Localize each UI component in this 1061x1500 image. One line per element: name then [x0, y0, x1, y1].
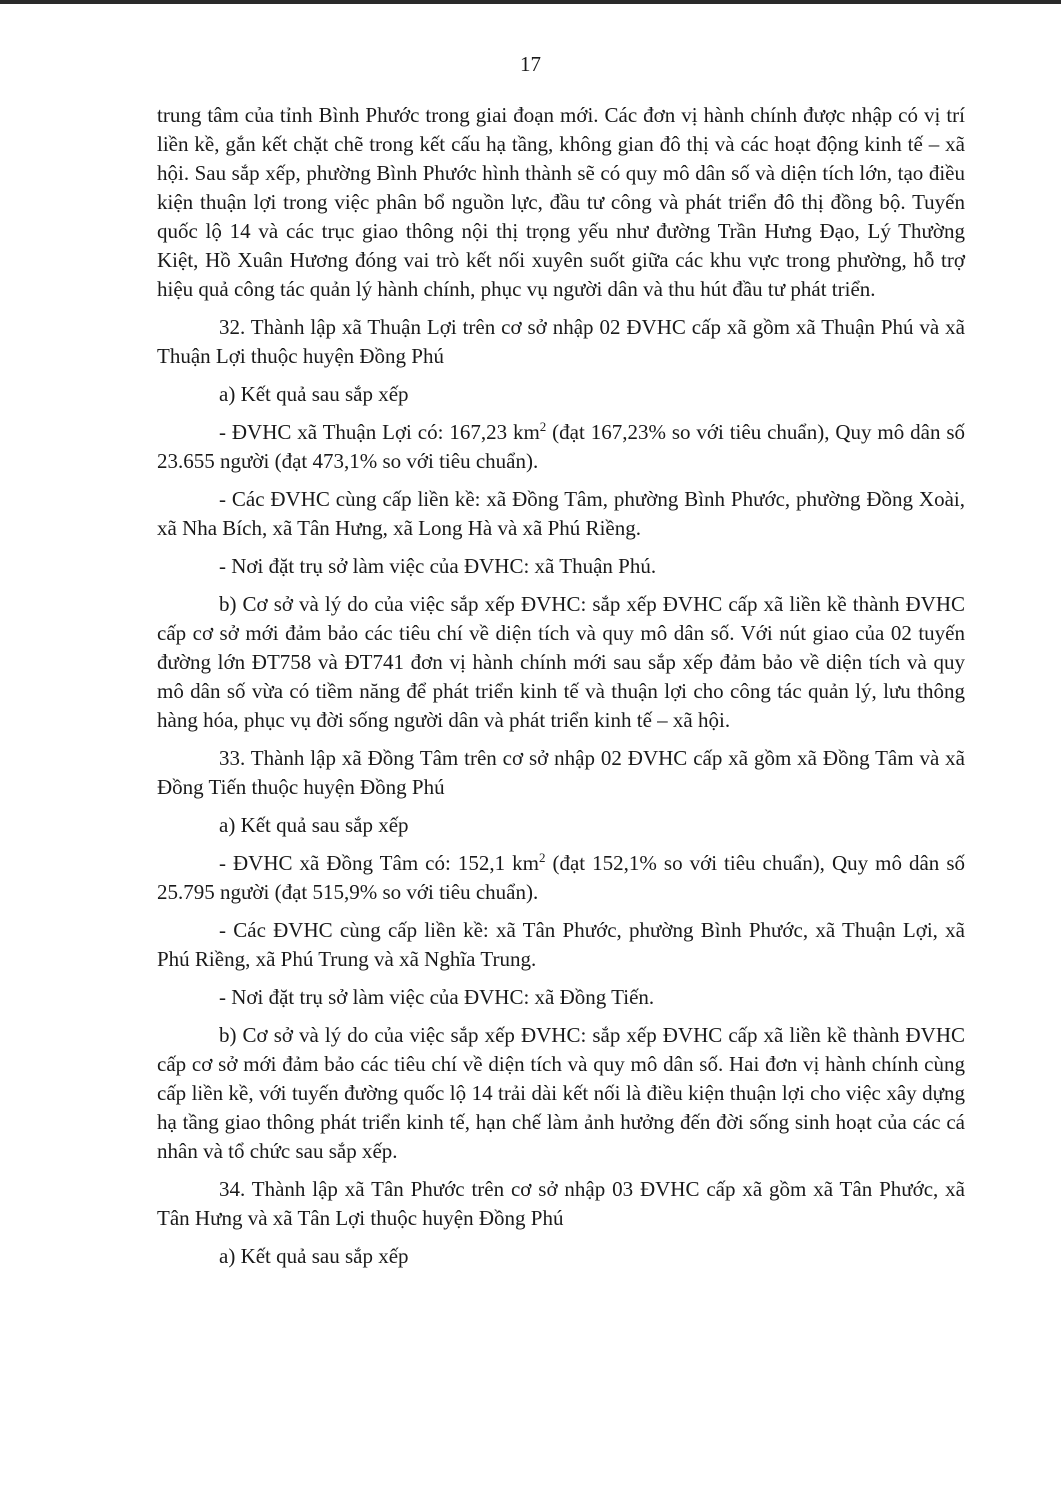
section-34-subheading-a: a) Kết quả sau sắp xếp — [219, 1244, 409, 1268]
section-34-heading: 34. Thành lập xã Tân Phước trên cơ sở nhập 03 ĐVHC cấp xã gồm xã Tân Phước, xã Tân Hưng và xã Tân Lợi thuộc huyện Đồng Phú — [157, 1177, 965, 1230]
section-33-rationale: b) Cơ sở và lý do của việc sắp xếp ĐVHC: sắp xếp ĐVHC cấp xã liền kề thành ĐVHC cấp cơ sở mới đảm bảo các tiêu chí về diện tích và quy mô dân số. Hai đơn vị hành chính cùng cấp liền kề, với tuyến đường quốc lộ 14 trải dài kết nối là điều kiện thuận lợi cho việc xây dựng hạ tầng giao thông phát triển kinh tế, hạn chế làm ảnh hưởng đến đời sống sinh hoạt của các cá nhân và tổ chức sau sắp xếp. — [157, 1023, 965, 1163]
superscript: 2 — [539, 419, 547, 434]
section-33-subheading-a: a) Kết quả sau sắp xếp — [219, 813, 409, 837]
population-text: (đạt 152,1% so với tiêu chuẩn), Quy mô dân số 25.795 người (đạt 515,9% so với tiêu chuẩn). — [157, 851, 965, 904]
body-text — [157, 101, 965, 1280]
area-text: - ĐVHC xã Thuận Lợi có: 167,23 km — [219, 420, 540, 444]
area-text: - ĐVHC xã Đồng Tâm có: 152,1 km — [219, 851, 539, 875]
superscript: 2 — [538, 850, 546, 865]
population-text: (đạt 167,23% so với tiêu chuẩn), Quy mô dân số 23.655 người (đạt 473,1% so với tiêu chuẩn). — [157, 420, 966, 473]
section-33-headquarters: - Nơi đặt trụ sở làm việc của ĐVHC: xã Đồng Tiến. — [219, 985, 655, 1009]
section-32-adjacent-units: - Các ĐVHC cùng cấp liền kề: xã Đồng Tâm, phường Bình Phước, phường Đồng Xoài, xã Nha Bích, xã Tân Hưng, xã Long Hà và xã Phú Riềng. — [157, 487, 965, 540]
scan-top-edge — [0, 0, 1061, 4]
section-32-headquarters: - Nơi đặt trụ sở làm việc của ĐVHC: xã Thuận Phú. — [219, 554, 657, 578]
section-33-area-population — [157, 849, 965, 907]
section-32-area-population — [157, 418, 965, 476]
section-32-rationale: b) Cơ sở và lý do của việc sắp xếp ĐVHC: sắp xếp ĐVHC cấp xã liền kề thành ĐVHC cấp cơ sở mới đảm bảo các tiêu chí về diện tích và quy mô dân số. Với nút giao của 02 tuyến đường lớn ĐT758 và ĐT741 đơn vị hành chính mới sau sắp xếp đảm bảo về diện tích và quy mô dân số vừa có tiềm năng để phát triển kinh tế và thuận lợi cho công tác quản lý, lưu thông hàng hóa, phục vụ đời sống người dân và phát triển kinh tế – xã hội. — [157, 592, 965, 732]
page-number: 17 — [520, 52, 541, 76]
section-32-heading: 32. Thành lập xã Thuận Lợi trên cơ sở nhập 02 ĐVHC cấp xã gồm xã Thuận Phú và xã Thuận Lợi thuộc huyện Đồng Phú — [157, 315, 965, 368]
section-33-heading: 33. Thành lập xã Đồng Tâm trên cơ sở nhập 02 ĐVHC cấp xã gồm xã Đồng Tâm và xã Đồng Tiến thuộc huyện Đồng Phú — [157, 746, 965, 799]
paragraph-continuation: trung tâm của tỉnh Bình Phước trong giai đoạn mới. Các đơn vị hành chính được nhập có vị trí liền kề, gắn kết chặt chẽ trong kết cấu hạ tầng, không gian đô thị và các hoạt động kinh tế – xã hội. Sau sắp xếp, phường Bình Phước hình thành sẽ có quy mô dân số và diện tích lớn, tạo điều kiện thuận lợi trong việc phân bổ nguồn lực, đầu tư công và phát triển đô thị đồng bộ. Tuyến quốc lộ 14 và các trục giao thông nội thị trọng yếu như đường Trần Hưng Đạo, Lý Thường Kiệt, Hồ Xuân Hương đóng vai trò kết nối xuyên suốt giữa các khu vực trong phường, hỗ trợ hiệu quả công tác quản lý hành chính, phục vụ người dân và thu hút đầu tư phát triển. — [157, 103, 965, 301]
section-33-adjacent-units: - Các ĐVHC cùng cấp liền kề: xã Tân Phước, phường Bình Phước, xã Thuận Lợi, xã Phú Riềng, xã Phú Trung và xã Nghĩa Trung. — [157, 918, 965, 971]
section-32-subheading-a: a) Kết quả sau sắp xếp — [219, 382, 409, 406]
